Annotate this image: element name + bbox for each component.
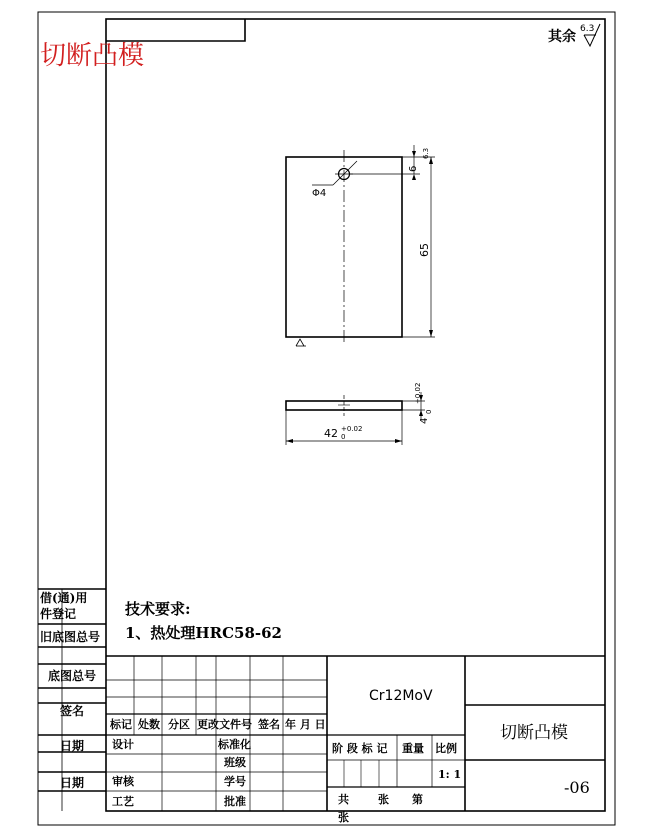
dim-width-tol-lower: 0	[341, 433, 346, 441]
material: Cr12MoV	[369, 688, 433, 704]
dim-hole-offset: 6	[408, 165, 419, 172]
review-label: 审核	[112, 775, 134, 788]
sheet-no-label: 第	[412, 793, 423, 806]
hole-leader	[333, 161, 357, 185]
rev-header-3: 分区	[168, 718, 190, 731]
surface-finish-value: 6.3	[580, 24, 595, 34]
dim-width: 42	[324, 427, 338, 440]
bottom-roughness-symbol	[296, 339, 306, 346]
red-title: 切断凸模	[40, 41, 145, 71]
strip-row-2: 件登记	[40, 607, 77, 621]
left-strip	[38, 589, 106, 811]
inner-frame	[106, 19, 605, 811]
strip-row-3: 旧底图总号	[40, 630, 101, 644]
class-label: 班级	[224, 756, 246, 769]
strip-row-5: 签名	[60, 704, 85, 718]
scale-label: 比例	[435, 742, 457, 755]
dim-thickness-tol: +0.02	[414, 382, 422, 404]
design-label: 设计	[112, 738, 134, 751]
sheets-label: 张	[378, 793, 389, 806]
dim-width-tol: +0.02	[341, 425, 363, 433]
rev-header-5: 签名	[258, 718, 280, 731]
dim-thickness: 4	[419, 417, 430, 424]
strip-row-6: 日期	[60, 739, 85, 753]
drawing-number: -06	[564, 778, 590, 797]
approve-label: 批准	[224, 795, 246, 808]
scale-value: 1: 1	[438, 768, 462, 781]
strip-row-4: 底图总号	[48, 669, 97, 683]
dim-length: 65	[418, 243, 431, 257]
sheet-unit-label: 张	[338, 811, 349, 824]
standardize-label: 标准化	[218, 738, 251, 751]
tech-heading: 技术要求:	[125, 600, 191, 618]
rev-header-6: 年 月 日	[285, 718, 326, 731]
strip-row-1: 借(通)用	[40, 591, 88, 605]
stage-mark-label: 阶 段 标 记	[332, 742, 388, 755]
hole-diameter-label: Φ4	[312, 188, 327, 199]
rev-header-1: 标记	[110, 718, 132, 731]
dim-small-note: 6.3	[422, 147, 430, 159]
total-label: 共	[338, 793, 349, 806]
side-view	[286, 383, 433, 445]
front-view	[286, 145, 435, 346]
surface-finish-note: 其余	[548, 29, 576, 45]
strip-row-7: 日期	[60, 776, 85, 790]
tech-item-1: 1、热处理HRC58-62	[125, 624, 282, 642]
rev-header-2: 处数	[138, 718, 160, 731]
code-box	[106, 19, 245, 41]
dim-thickness-tol-lower: 0	[425, 409, 433, 414]
weight-label: 重量	[402, 742, 424, 755]
part-name: 切断凸模	[500, 723, 568, 743]
student-no-label: 学号	[224, 775, 246, 788]
craft-label: 工艺	[112, 795, 134, 808]
rev-header-4: 更改文件号	[197, 718, 252, 731]
